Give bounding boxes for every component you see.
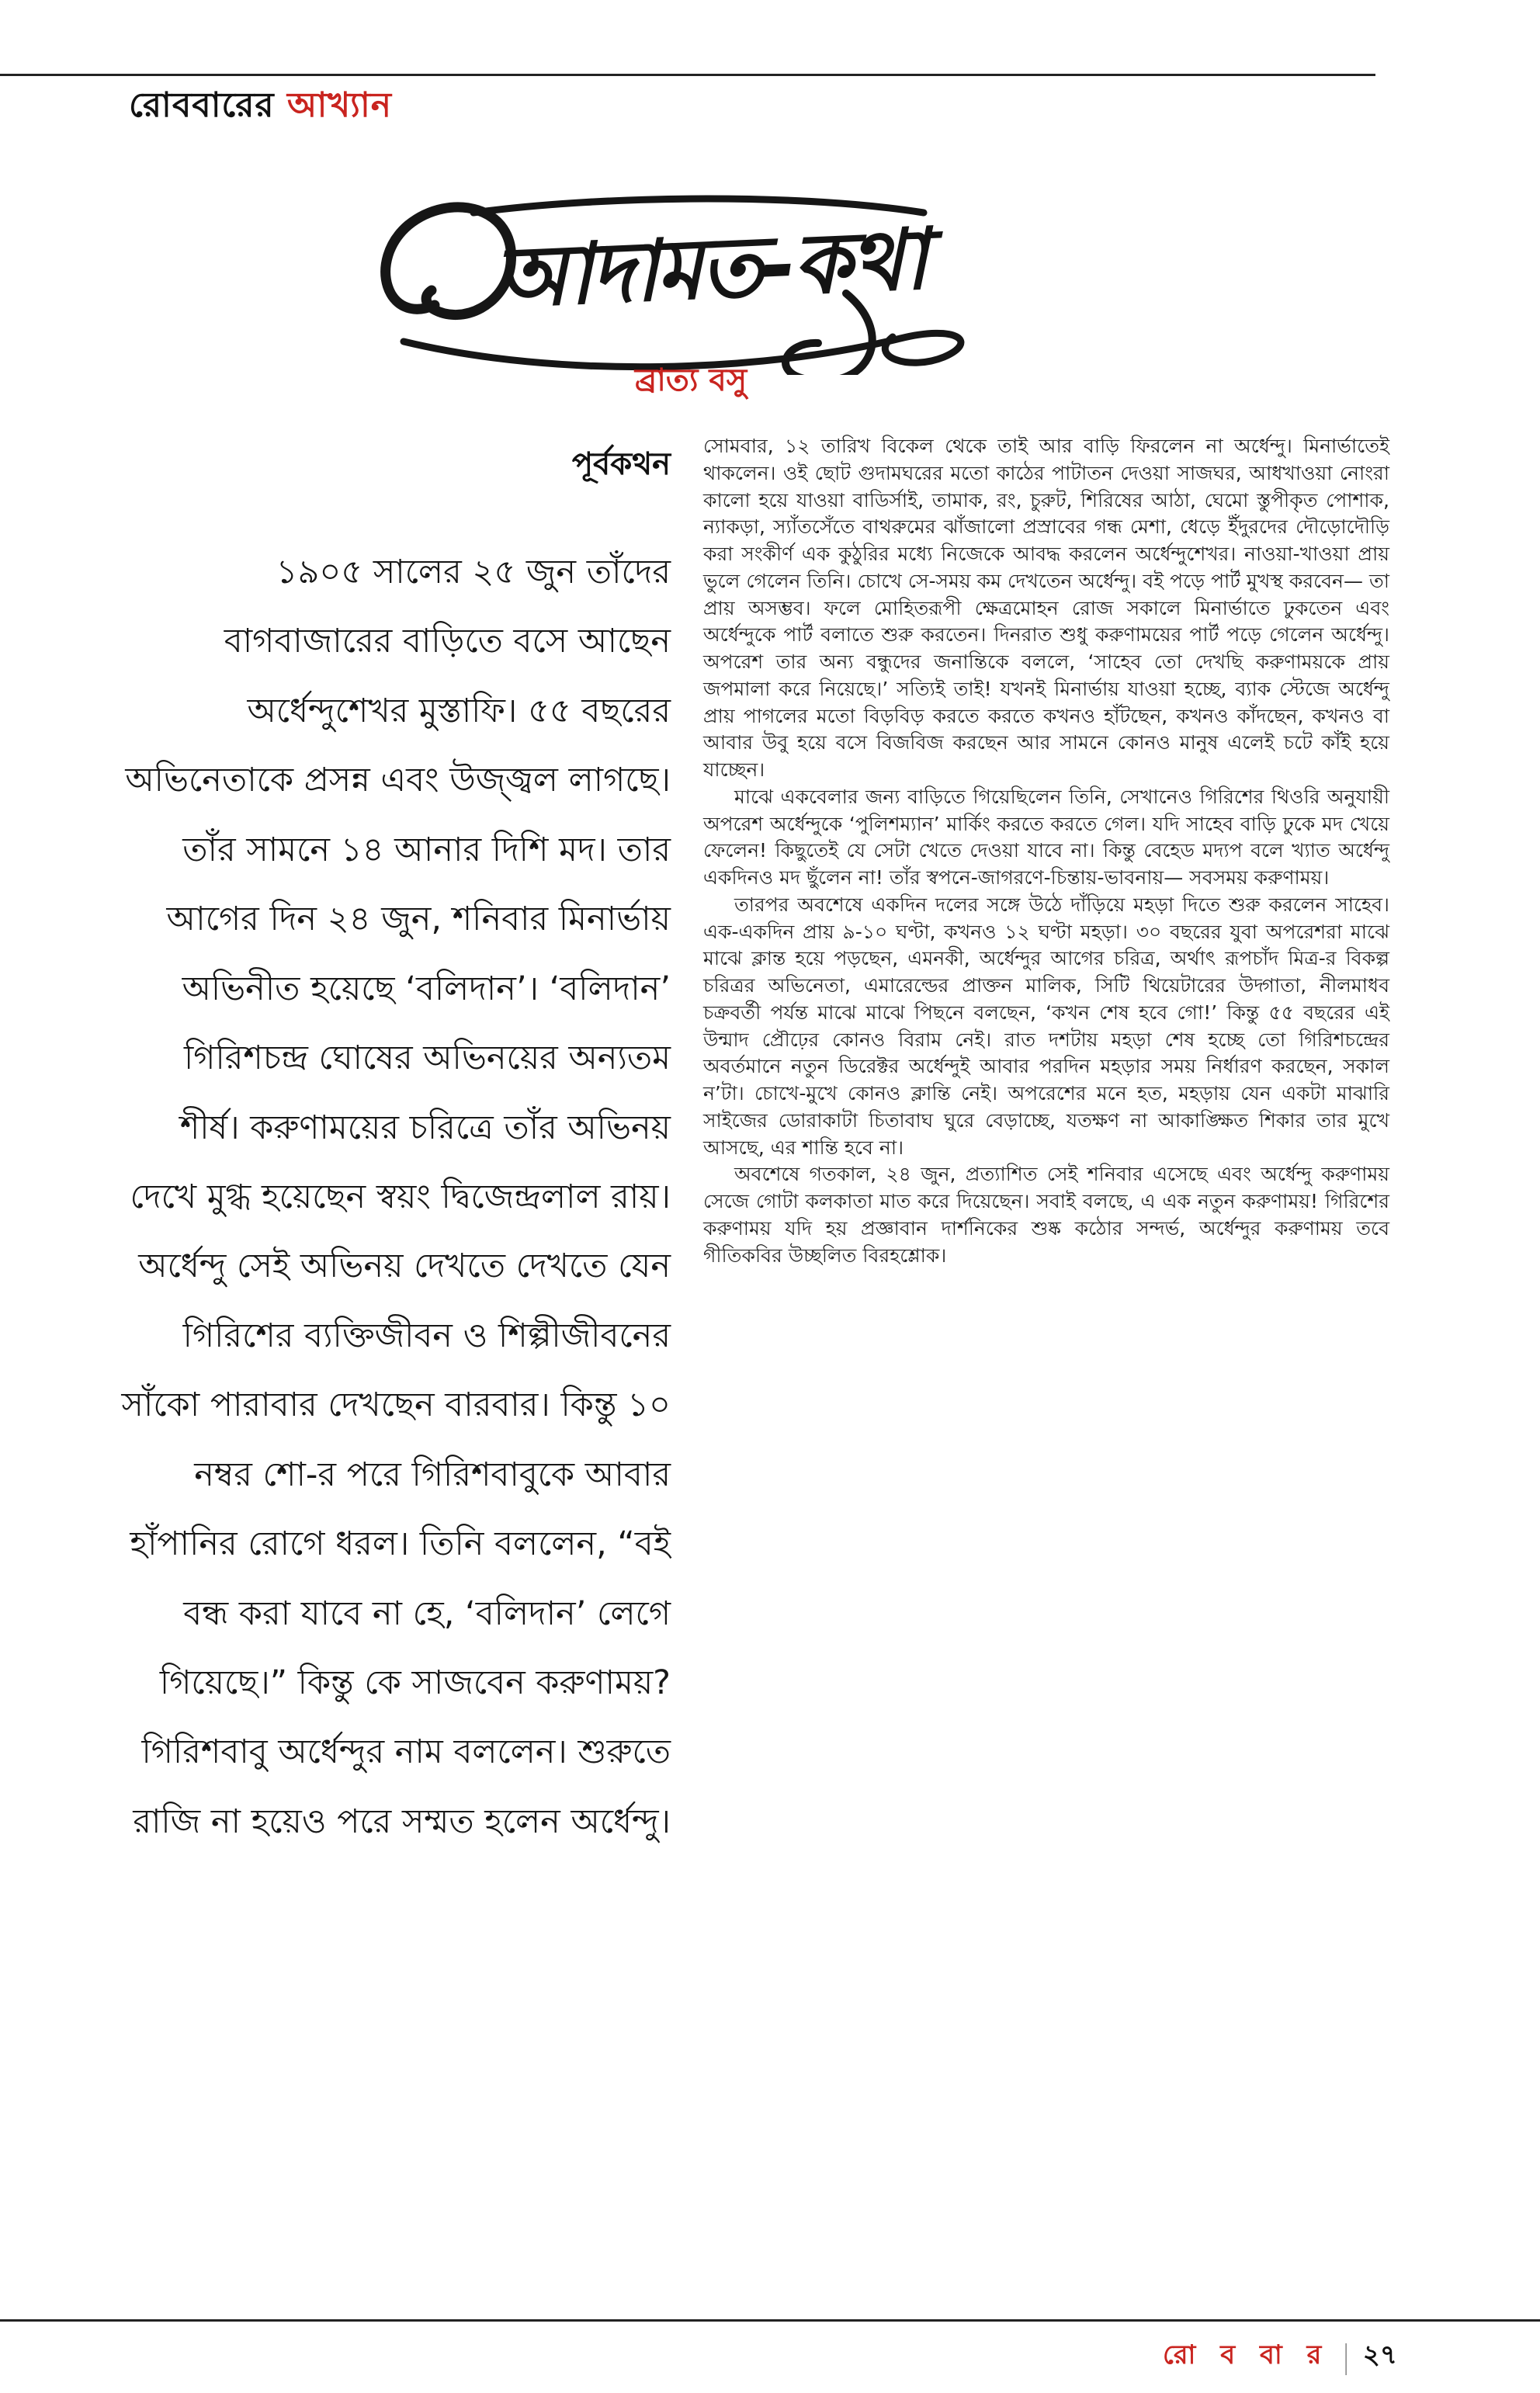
footer-divider: | [1341, 2338, 1351, 2376]
intro-column [115, 439, 671, 1857]
author-byline: ব্রাত্য বসু [634, 362, 747, 398]
footer-rule [0, 2319, 1540, 2322]
kicker-text-red: আখ্যান [286, 85, 392, 125]
article-title: আদামত-কথা [492, 210, 928, 328]
body-paragraph-3: তারপর অবশেষে একদিন দলের সঙ্গে উঠে দাঁড়িয়ে মহড়া দিতে শুরু করলেন সাহেব। এক-একদিন প্রায় ৯-১০ ঘণ্টা, কখনও ১২ ঘণ্টা মহড়া। ৩০ বছরের যুবা অপরেশরা মাঝে মাঝে ক্লান্ত হয়ে পড়ছেন, এমনকী, অর্ধেন্দুর আগের চরিত্র, অর্থাৎ রূপচাঁদ মিত্র-র বিকল্প চরিত্রর অভিনেতা, এমারেল্ডের প্রাক্তন মালিক, সিটি থিয়েটারের উদ্গাতা, নীলমাধব চক্রবর্তী পর্যন্ত মাঝে মাঝে পিছনে বলছেন, ‘কখন শেষ হবে গো!’ কিন্তু ৫৫ বছরের এই উন্মাদ প্রৌঢ়ের কোনও বিরাম নেই। রাত দশটায় মহড়া শেষ হচ্ছে তো গিরিশচন্দ্রের অবর্তমানে নতুন ডিরেক্টর অর্ধেন্দুই আবার পরদিন মহড়ার সময় নির্ধারণ করছেন, সকাল ন’টা। চোখে-মুখে কোনও ক্লান্তি নেই। অপরেশের মনে হত, মহড়ায় যেন একটা মাঝারি সাইজের ডোরাকাটা চিতাবাঘ ঘুরে বেড়াচ্ছে, যতক্ষণ না আকাঙ্ক্ষিত শিকার তার মুখে আসছে, এর শান্তি হবে না। [703, 893, 1389, 1159]
page-number: ২৭ [1362, 2339, 1397, 2370]
body-paragraph-2: মাঝে একবেলার জন্য বাড়িতে গিয়েছিলেন তিনি, সেখানেও গিরিশের থিওরি অনুযায়ী অপরেশ অর্ধেন্দুকে ‘পুলিশম্যান’ মার্কিং করতে করতে গেল। যদি সাহেব বাড়ি ঢুকে মদ খেয়ে ফেলেন! কিছুতেই যে সেটা খেতে দেওয়া যাবে না। কিন্তু বেহেড মদ্যপ বলে খ্যাত অর্ধেন্দু একদিনও মদ ছুঁলেন না! তাঁর স্বপনে-জাগরণে-চিন্তায়-ভাবনায়— সবসময় করুণাময়। [703, 785, 1389, 889]
page-footer [1163, 2335, 1397, 2379]
calligraphy-title-art [349, 146, 1071, 375]
body-paragraph-1: সোমবার, ১২ তারিখ বিকেল থেকে তাই আর বাড়ি ফিরলেন না অর্ধেন্দু। মিনার্ভাতেই থাকলেন। ওই ছোট গুদামঘরের মতো কাঠের পাটাতন দেওয়া সাজঘর, আধখাওয়া নোংরা কালো হয়ে যাওয়া বাডির্সাই, তামাক, রং, চুরুট, শিরিষের আঠা, ঘেমো স্তুপীকৃত পোশাক, ন্যাকড়া, স্যাঁতসেঁতে বাথরুমের ঝাঁজালো প্রস্রাবের গন্ধ মেশা, ধেড়ে ইঁদুরদের দৌড়োদৌড়ি করা সংকীর্ণ এক কুঠুরির মধ্যে নিজেকে আবদ্ধ করলেন অর্ধেন্দুশেখর। নাওয়া-খাওয়া প্রায় ভুলে গেলেন তিনি। চোখে সে-সময় কম দেখতেন অর্ধেন্দু। বই পড়ে পার্ট মুখস্থ করবেন— তা প্রায় অসম্ভব। ফলে মোহিতরূপী ক্ষেত্রমোহন রোজ সকালে মিনার্ভাতে ঢুকতেন এবং অর্ধেন্দুকে পার্ট বলাতে শুরু করতেন। দিনরাত শুধু করুণাময়ের পার্ট পড়ে গেলেন অর্ধেন্দু। অপরেশ তার অন্য বন্ধুদের জনান্তিকে বললে, ‘সাহেব তো দেখছি করুণাময়কে প্রায় জপমালা করে নিয়েছে।’ সত্যিই তাই! যখনই মিনার্ভায় যাওয়া হচ্ছে, ব্যাক স্টেজে অর্ধেন্দু প্রায় পাগলের মতো বিড়বিড় করতে করতে কখনও হাঁটছেন, কখনও কাঁদছেন, কখনও বা আবার উবু হয়ে বসে বিজবিজ করছেন আর সামনে কোনও মানুষ এলেই চটে কাঁই হয়ে যাচ্ছেন। [703, 435, 1389, 781]
body-column [703, 433, 1389, 1269]
body-paragraph-4: অবশেষে গতকাল, ২৪ জুন, প্রত্যাশিত সেই শনিবার এসেছে এবং অর্ধেন্দু করুণাময় সেজে গোটা কলকাতা মাত করে দিয়েছেন। সবাই বলছে, এ এক নতুন করুণাময়! গিরিশের করুণাময় যদি হয় প্রজ্ঞাবান দার্শনিকের শুষ্ক কঠোর সন্দর্ভ, অর্ধেন্দুর করুণাময় তবে গীতিকবির উচ্ছলিত বিরহশ্লোক। [703, 1163, 1389, 1267]
kicker-text-black: রোববারের [129, 85, 275, 125]
intro-heading: পূর্বকথন [571, 446, 671, 482]
magazine-name: রো ব বা র [1163, 2339, 1330, 2370]
intro-body-text: ১৯০৫ সালের ২৫ জুন তাঁদের বাগবাজারের বাড়িতে বসে আছেন অর্ধেন্দুশেখর মুস্তাফি। ৫৫ বছরের অভিনেতাকে প্রসন্ন এবং উজ্জ্বল লাগছে। তাঁর সামনে ১৪ আনার দিশি মদ। তার আগের দিন ২৪ জুন, শনিবার মিনার্ভায় অভিনীত হয়েছে ‘বলিদান’। ‘বলিদান’ গিরিশচন্দ্র ঘোষের অভিনয়ের অন্যতম শীর্ষ। করুণাময়ের চরিত্রে তাঁর অভিনয় দেখে মুগ্ধ হয়েছেন স্বয়ং দ্বিজেন্দ্রলাল রায়। অর্ধেন্দু সেই অভিনয় দেখতে দেখতে যেন গিরিশের ব্যক্তিজীবন ও শিল্পীজীবনের সাঁকো পারাবার দেখছেন বারবার। কিন্তু ১০ নম্বর শো-র পরে গিরিশবাবুকে আবার হাঁপানির রোগে ধরল। তিনি বললেন, “বই বন্ধ করা যাবে না হে, ‘বলিদান’ লেগে গিয়েছে।” কিন্তু কে সাজবেন করুণাময়? গিরিশবাবু অর্ধেন্দুর নাম বললেন। শুরুতে রাজি না হয়েও পরে সম্মত হলেন অর্ধেন্দু। [121, 553, 671, 1841]
section-kicker [129, 79, 392, 136]
top-rule [0, 74, 1375, 76]
